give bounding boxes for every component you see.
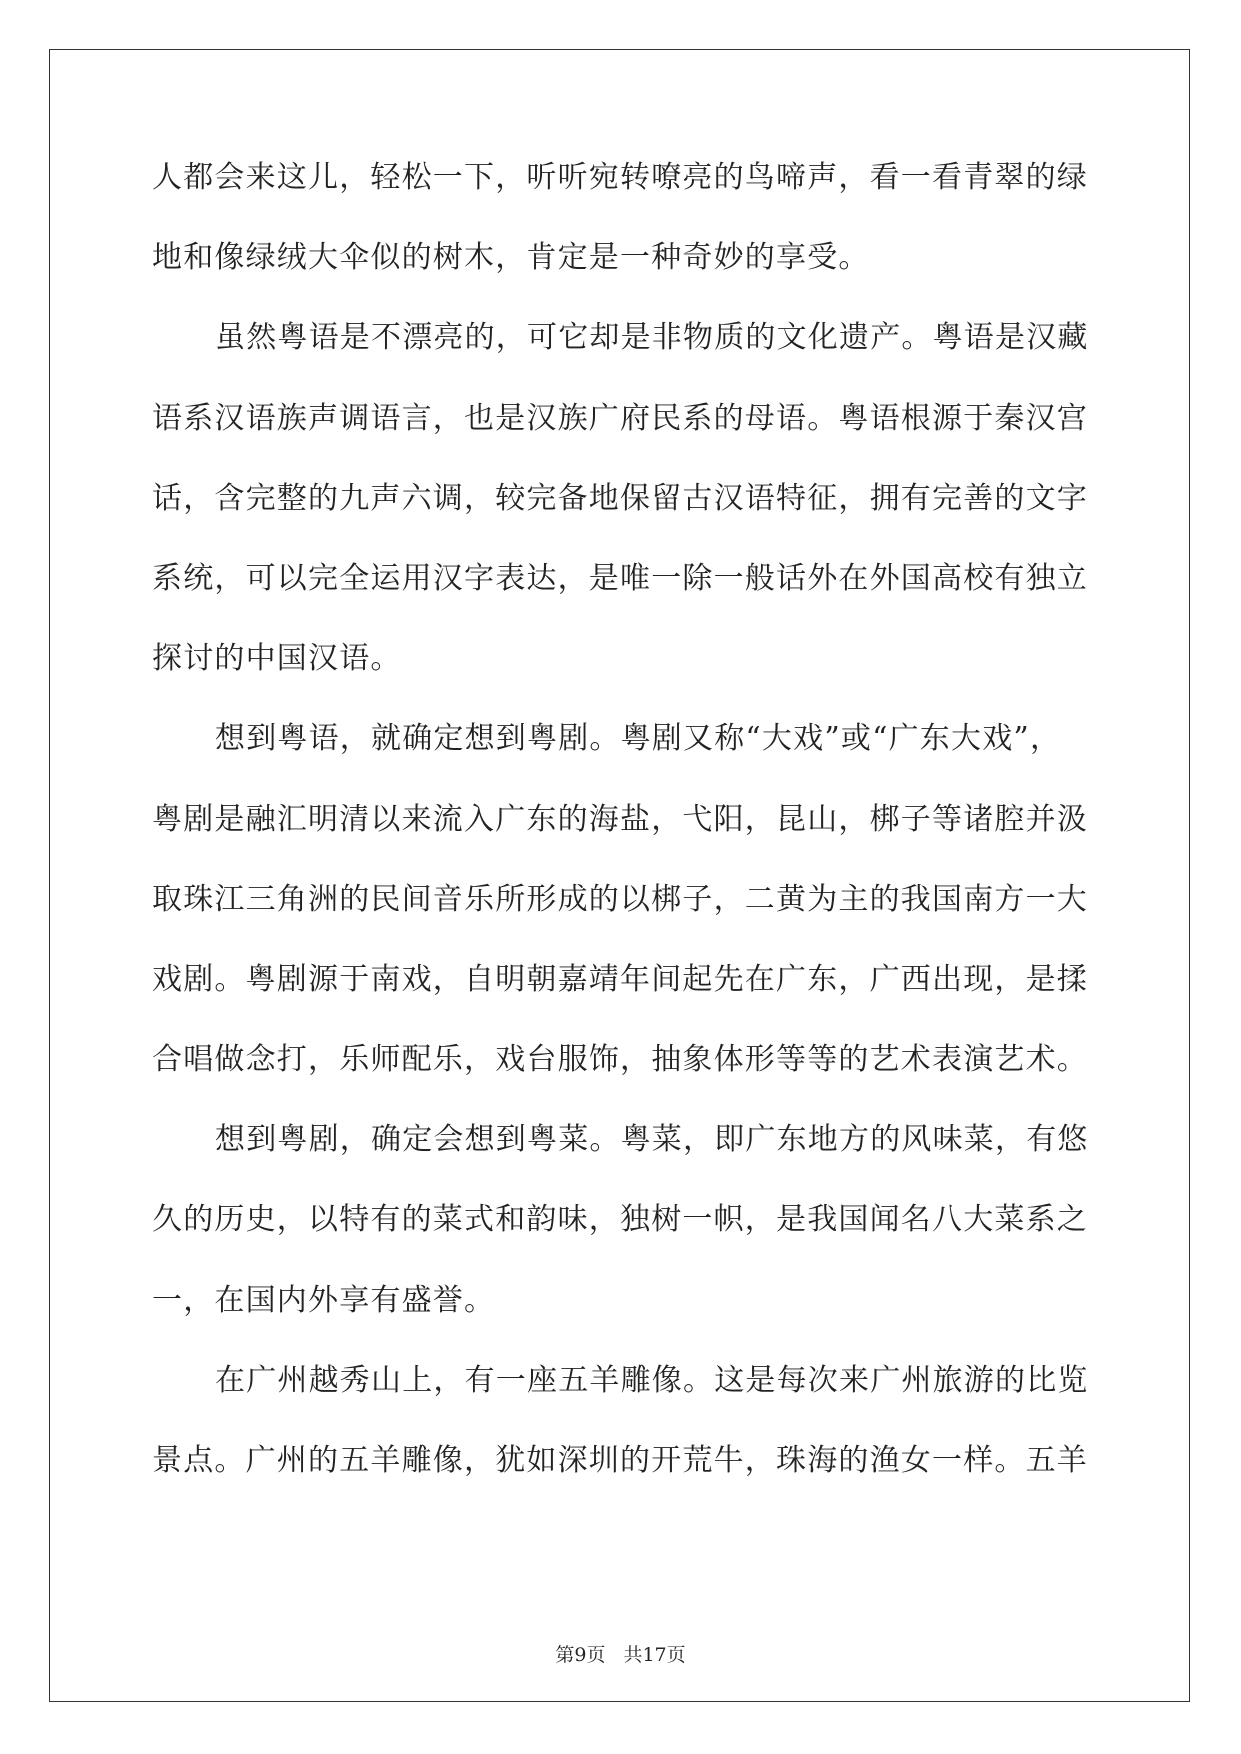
text-line: 取珠江三角洲的民间音乐所形成的以梆子，二黄为主的我国南方一大 [152, 881, 1088, 917]
body-text [152, 162, 1097, 1525]
text-line: 粤剧是融汇明清以来流入广东的海盐，弋阳，昆山，梆子等诸腔并汲 [152, 801, 1088, 837]
paragraph-start-line: 想到粤语，就确定想到粤剧。粤剧又称“大戏”或“广东大戏”， [215, 721, 1062, 757]
page-footer [0, 1644, 1241, 1666]
text-line: 系统，可以完全运用汉字表达，是唯一除一般话外在外国高校有独立 [152, 560, 1088, 596]
text-line: 地和像绿绒大伞似的树木，肯定是一种奇妙的享受。 [152, 240, 870, 276]
text-line: 景点。广州的五羊雕像，犹如深圳的开荒牛，珠海的渔女一样。五羊 [152, 1443, 1088, 1478]
paragraph-start-line: 想到粤剧，确定会想到粤菜。粤菜，即广东地方的风味菜，有悠 [215, 1122, 1089, 1158]
text-line: 合唱做念打，乐师配乐，戏台服饰，抽象体形等等的艺术表演艺术。 [152, 1042, 1088, 1078]
text-line: 人都会来这儿，轻松一下，听听宛转嘹亮的鸟啼声，看一看青翠的绿 [152, 160, 1088, 195]
text-line: 戏剧。粤剧源于南戏，自明朝嘉靖年间起先在广东，广西出现，是揉 [152, 961, 1088, 997]
text-line: 一，在国内外享有盛誉。 [152, 1282, 496, 1318]
text-line: 话，含完整的九声六调，较完备地保留古汉语特征，拥有完善的文字 [152, 480, 1088, 516]
text-line: 语系汉语族声调语言，也是汉族广府民系的母语。粤语根源于秦汉宫 [152, 400, 1088, 436]
page-number: 第9页 [555, 1644, 606, 1666]
text-line: 久的历史，以特有的菜式和韵味，独树一帜，是我国闻名八大菜系之 [152, 1202, 1088, 1238]
text-line: 探讨的中国汉语。 [152, 641, 402, 677]
paragraph-start-line: 虽然粤语是不漂亮的，可它却是非物质的文化遗产。粤语是汉藏 [215, 320, 1089, 356]
paragraph-start-line: 在广州越秀山上，有一座五羊雕像。这是每次来广州旅游的比览 [215, 1362, 1089, 1398]
page-total: 共17页 [623, 1644, 686, 1666]
